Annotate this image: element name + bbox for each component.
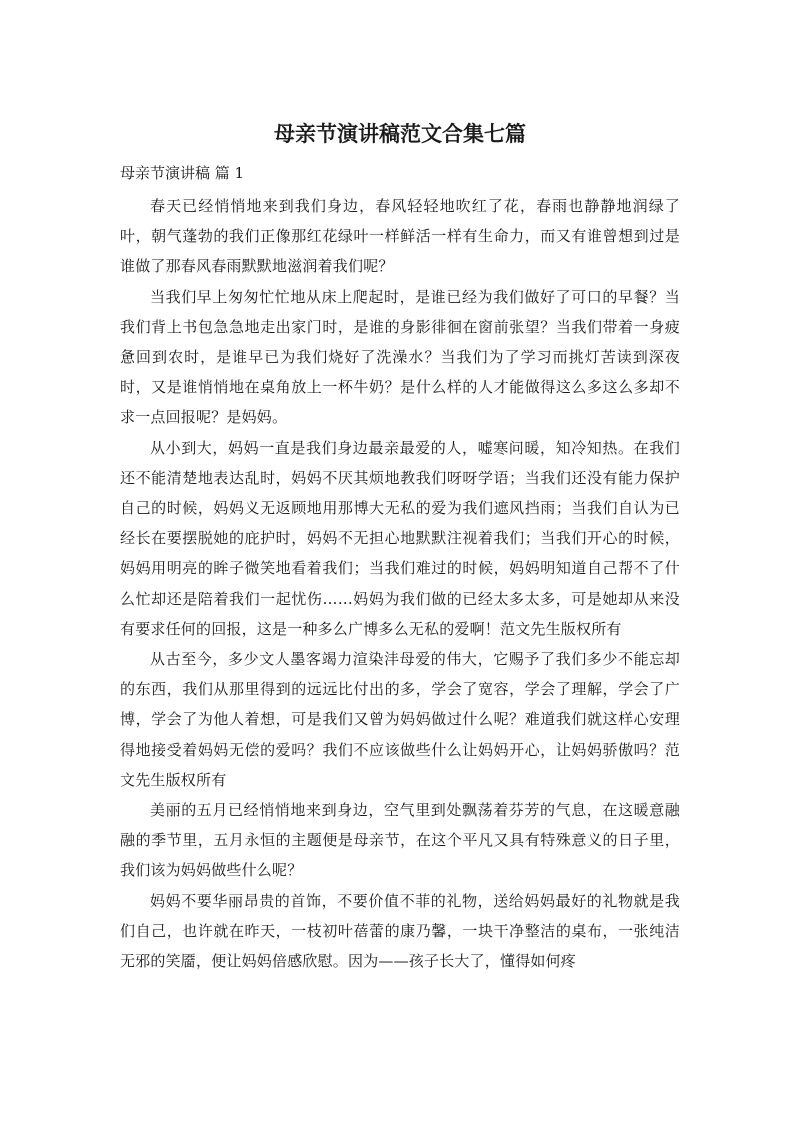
paragraph: 妈妈不要华丽昂贵的首饰，不要价值不菲的礼物，送给妈妈最好的礼物就是我们自己，也许就在昨天，一枝初叶蓓蕾的康乃馨，一块干净整洁的桌布，一张纯洁无邪的笑靥，便让妈妈倍感欣慰。因为——孩子长大了，懂得如何疼 [120,891,680,971]
document-title: 母亲节演讲稿范文合集七篇 [274,122,526,146]
paragraph: 春天已经悄悄地来到我们身边，春风轻轻地吹红了花，春雨也静静地润绿了叶，朝气蓬勃的我们正像那红花绿叶一样鲜活一样有生命力，而又有谁曾想到过是谁做了那春风春雨默默地滋润着我们呢？ [120,197,680,276]
section-heading: 母亲节演讲稿 篇 1 [120,164,245,182]
paragraph: 从古至今，多少文人墨客竭力渲染沣母爱的伟大，它赐予了我们多少不能忘却的东西，我们从那里得到的远远比付出的多，学会了宽容，学会了理解，学会了广博，学会了为他人着想，可是我们又曾为妈妈做过什么呢？难道我们就这样心安理得地接受着妈妈无偿的爱吗？我们不应该做些什么让妈妈开心，让妈妈骄傲吗？范文先生版权所有 [120,650,680,789]
paragraph: 美丽的五月已经悄悄地来到身边，空气里到处飘荡着芬芳的气息，在这暖意融融的季节里，五月永恒的主题便是母亲节，在这个平凡又具有特殊意义的日子里，我们该为妈妈做些什么呢？ [120,801,680,880]
document-body [120,191,680,976]
paragraph: 当我们早上匆匆忙忙地从床上爬起时，是谁已经为我们做好了可口的早餐？当我们背上书包急急地走出家门时，是谁的身影徘徊在窗前张望？当我们带着一身疲惫回到农时，是谁早已为我们烧好了洗澡水？当我们为了学习而挑灯苦读到深夜时，又是谁悄悄地在桌角放上一杯牛奶？是什么样的人才能做得这么多这么多却不求一点回报呢？是妈妈。 [120,287,680,427]
paragraph: 从小到大，妈妈一直是我们身边最亲最爱的人，嘘寒问暖，知冷知热。在我们还不能清楚地表达乱时，妈妈不厌其烦地教我们呀呀学语；当我们还没有能力保护自己的时候，妈妈义无返顾地用那博大无私的爱为我们遮风挡雨；当我们自认为已经长在要摆脱她的庇护时，妈妈不无担心地默默注视着我们；当我们开心的时候，妈妈用明亮的眸子微笑地看着我们；当我们难过的时候，妈妈明知道自己帮不了什么忙却还是陪着我们一起忧伤……妈妈为我们做的已经太多太多，可是她却从来没有要求任何的回报，这是一种多么广博多么无私的爱啊！范文先生版权所有 [120,438,680,638]
